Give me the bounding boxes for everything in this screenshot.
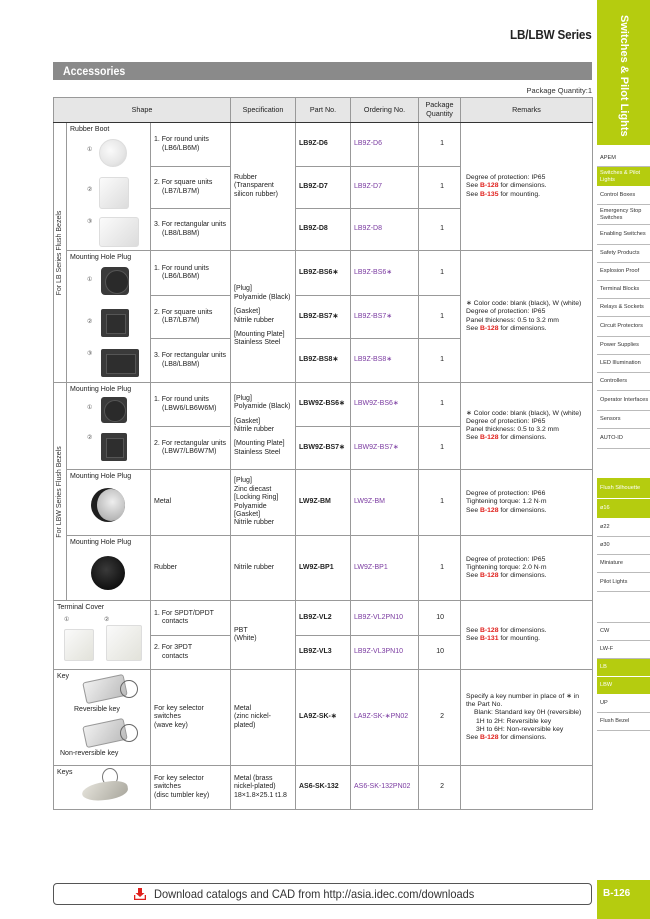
nav-item-lb[interactable]: LB — [597, 659, 650, 677]
remarks-cell: ∗ Color code: blank (black), W (white) Degree of protection: IP65 Panel thickness: 0.5 to 3.2 mm See B-128 for dimensions. — [461, 383, 593, 470]
key-image-cell — [54, 670, 151, 766]
ordering-no-link[interactable]: LB9Z-D7 — [351, 167, 419, 209]
spec-cell: Metal (brass nickel-plated) 18×1.8×25.1 t1.8 — [231, 766, 296, 810]
col-header-package-quantity: Package Quantity — [419, 98, 461, 123]
spec-cell: PBT (White) — [231, 601, 296, 670]
remarks-cell: Degree of protection: IP66 Tightening torque: 1.2 N·m See B-128 for dimensions. — [461, 470, 593, 536]
nav-item-phi30[interactable]: ø30 — [597, 537, 650, 555]
nav-item-lw-f[interactable]: LW-F — [597, 641, 650, 659]
ordering-no-link[interactable]: LB9Z-BS7∗ — [351, 296, 419, 339]
part-no: LW9Z-BP1 — [296, 536, 351, 601]
part-no: LB9Z-D7 — [296, 167, 351, 209]
nav-item-power-supplies[interactable]: Power Supplies — [597, 337, 650, 355]
section-header-bar — [53, 62, 592, 80]
rubber-boot-round-image — [99, 139, 127, 167]
shape-desc: 2. For 3PDT contacts — [151, 636, 231, 670]
shape-title: Mounting Hole Plug — [70, 473, 132, 480]
key-ring-icon — [120, 724, 138, 742]
package-qty: 1 — [419, 427, 461, 470]
series-title: LB/LBW Series — [510, 27, 592, 42]
table-row — [54, 536, 593, 601]
table-row — [54, 766, 593, 810]
category-tab[interactable] — [597, 0, 650, 145]
download-banner[interactable] — [53, 883, 592, 905]
part-no: LB9Z-D8 — [296, 209, 351, 251]
shape-title: Mounting Hole Plug — [70, 254, 132, 261]
nav-item-miniature[interactable]: Miniature — [597, 555, 650, 573]
page-number-tab — [597, 880, 650, 919]
nav-item-flush-bezel[interactable]: Flush Bezel — [597, 713, 650, 731]
keys-image-cell — [54, 766, 151, 810]
col-header-ordering-no: Ordering No. — [351, 98, 419, 123]
shape-desc: 1. For round units (LB6/LB6M) — [151, 251, 231, 296]
download-icon — [134, 888, 146, 900]
page-link-b128[interactable]: B-128 — [479, 434, 499, 442]
spec-cell: Nitrile rubber — [231, 536, 296, 601]
part-no: AS6-SK-132 — [296, 766, 351, 810]
ordering-no-link[interactable]: AS6-SK-132PN02 — [351, 766, 419, 810]
shape-title: Rubber Boot — [70, 126, 110, 133]
lb-plug-round-image — [101, 267, 129, 295]
package-qty: 1 — [419, 167, 461, 209]
package-qty: 1 — [419, 296, 461, 339]
package-qty: 1 — [419, 251, 461, 296]
table-row — [54, 251, 593, 296]
lb-plug-square-image — [101, 309, 129, 337]
category-title: Switches & Pilot Lights — [618, 15, 630, 137]
table-row — [54, 670, 593, 766]
table-row — [54, 601, 593, 636]
package-qty: 1 — [419, 123, 461, 167]
key-ring-icon — [120, 680, 138, 698]
shape-desc: 3. For rectangular units (LB8/LB8M) — [151, 339, 231, 383]
page-link-b128[interactable]: B-128 — [479, 182, 499, 190]
package-qty: 2 — [419, 670, 461, 766]
part-no: LA9Z-SK-∗ — [296, 670, 351, 766]
ordering-no-link[interactable]: LB9Z-BS6∗ — [351, 251, 419, 296]
part-no: LB9Z-BS7∗ — [296, 296, 351, 339]
lbw-plug-image-cell: Mounting Hole Plug ① ② — [67, 383, 151, 470]
nav-item-safety[interactable]: Safety Products — [597, 245, 650, 263]
page-link-b128[interactable]: B-128 — [479, 506, 499, 514]
group-label-lb: For LB Series Flush Bezels — [54, 123, 67, 383]
rubber-boot-square-image — [99, 177, 129, 209]
series-nav — [597, 622, 650, 731]
shape-title: Mounting Hole Plug — [70, 539, 132, 546]
shape-desc: 1. For SPDT/DPDT contacts — [151, 601, 231, 636]
table-row — [54, 470, 593, 536]
package-qty: 1 — [419, 383, 461, 427]
package-qty: 2 — [419, 766, 461, 810]
page-link-b128[interactable]: B-128 — [479, 324, 499, 332]
terminal-cover-image-cell: Terminal Cover ① ② — [54, 601, 151, 670]
remarks-cell: Specify a key number in place of ∗ in the Part No. Blank: Standard key 0H (reversible) 1H to 2H: Reversible key 3H to 6H: Non-reversible key See B-128 for dimensions. — [461, 670, 593, 766]
table-row — [54, 123, 593, 167]
shape-title: Terminal Cover — [57, 604, 105, 611]
page-link-b128[interactable]: B-128 — [479, 733, 499, 741]
part-no: LBW9Z-BS6∗ — [296, 383, 351, 427]
ordering-no-link[interactable]: LA9Z-SK-∗PN02 — [351, 670, 419, 766]
nav-item-terminal-blocks[interactable]: Terminal Blocks — [597, 281, 650, 299]
group-label-lbw: For LBW Series Flush Bezels — [54, 383, 67, 601]
rubber-boot-image-cell: Rubber Boot ① ② ③ — [67, 123, 151, 251]
nav-item-lbw[interactable]: LBW — [597, 677, 650, 695]
part-no: LB9Z-D6 — [296, 123, 351, 167]
ordering-no-link[interactable]: LW9Z-BP1 — [351, 536, 419, 601]
nav-item-circuit-protectors[interactable]: Circuit Protectors — [597, 317, 650, 337]
nav-item-phi22[interactable]: ø22 — [597, 519, 650, 537]
non-reversible-key-label: Non-reversible key — [60, 750, 119, 757]
spec-cell: Rubber (Transparent silicon rubber) — [231, 123, 296, 251]
shape-title: Keys — [57, 769, 73, 776]
nav-item-phi16[interactable]: ø16 — [597, 499, 650, 519]
disc-keys-image — [81, 779, 129, 803]
shape-desc: For key selector switches (disc tumbler key) — [151, 766, 231, 810]
nav-item-relays[interactable]: Relays & Sockets — [597, 299, 650, 317]
nav-item-switches[interactable]: Switches & Pilot Lights — [597, 167, 650, 187]
terminal-cover-1-image — [64, 629, 94, 661]
remarks-cell — [461, 766, 593, 810]
ordering-no-link[interactable]: LB9Z-BS8∗ — [351, 339, 419, 383]
page-link-b135[interactable]: B-135 — [479, 190, 499, 198]
shape-desc: For key selector switches (wave key) — [151, 670, 231, 766]
ordering-no-link[interactable]: LBW9Z-BS6∗ — [351, 383, 419, 427]
spec-cell: [Plug] Polyamide (Black) [Gasket] Nitrile rubber [Mounting Plate] Stainless Steel — [231, 383, 296, 470]
col-header-shape: Shape — [54, 98, 231, 123]
nav-item-led-illumination[interactable]: LED Illumination — [597, 355, 650, 373]
reversible-key-label: Reversible key — [74, 706, 120, 713]
remarks-cell: Degree of protection: IP65 Tightening torque: 2.0 N·m See B-128 for dimensions. — [461, 536, 593, 601]
nav-item-controllers[interactable]: Controllers — [597, 373, 650, 391]
shape-title: Mounting Hole Plug — [70, 386, 132, 393]
package-qty: 1 — [419, 339, 461, 383]
part-no: LB9Z-BS8∗ — [296, 339, 351, 383]
lb-plug-rect-image — [101, 349, 139, 377]
metal-plug-image — [91, 488, 125, 522]
shape-title: Key — [57, 673, 70, 680]
nav-item-apem[interactable]: APEM — [597, 150, 650, 167]
shape-desc: 2. For square units (LB7/LB7M) — [151, 167, 231, 209]
shape-desc: 1. For round units (LBW6/LB6W6M) — [151, 383, 231, 427]
nav-item-auto-id[interactable]: AUTO-ID — [597, 429, 650, 449]
part-no: LW9Z-BM — [296, 470, 351, 536]
accessories-table — [53, 97, 593, 810]
nav-item-explosion-proof[interactable]: Explosion Proof — [597, 263, 650, 281]
rubber-plug-image — [91, 556, 125, 590]
spec-cell: [Plug] Polyamide (Black) [Gasket] Nitrile rubber [Mounting Plate] Stainless Steel — [231, 251, 296, 383]
page-link-b128[interactable]: B-128 — [479, 572, 499, 580]
rubber-plug-image-cell — [67, 536, 151, 601]
part-no: LB9Z-VL2 — [296, 601, 351, 636]
nav-item-up[interactable]: UP — [597, 695, 650, 713]
part-no: LB9Z-VL3 — [296, 636, 351, 670]
lbw-plug-square-image — [101, 433, 127, 461]
category-nav — [597, 150, 650, 449]
package-quantity-note: Package Quantity:1 — [526, 86, 592, 95]
col-header-specification: Specification — [231, 98, 296, 123]
col-header-remarks: Remarks — [461, 98, 593, 123]
ordering-no-link[interactable]: LB9Z-D6 — [351, 123, 419, 167]
remarks-cell: See B-128 for dimensions. See B-131 for mounting. — [461, 601, 593, 670]
package-qty: 1 — [419, 470, 461, 536]
shape-desc: 2. For rectangular units (LBW7/LB6W7M) — [151, 427, 231, 470]
page-link-b128[interactable]: B-128 — [479, 626, 499, 634]
shape-desc: 1. For round units (LB6/LB6M) — [151, 123, 231, 167]
nav-item-emergency-stop[interactable]: Emergency Stop Switches — [597, 205, 650, 225]
nav-item-control-boxes[interactable]: Control Boxes — [597, 187, 650, 205]
ordering-no-link[interactable]: LB9Z-VL2PN10 — [351, 601, 419, 636]
part-no: LBW9Z-BS7∗ — [296, 427, 351, 470]
shape-desc: Metal — [151, 470, 231, 536]
shape-desc: 2. For square units (LB7/LB7M) — [151, 296, 231, 339]
ordering-no-link[interactable]: LW9Z-BM — [351, 470, 419, 536]
shape-desc: Rubber — [151, 536, 231, 601]
terminal-cover-2-image — [106, 625, 142, 661]
package-qty: 1 — [419, 209, 461, 251]
table-header-row — [54, 98, 593, 123]
remarks-cell: Degree of protection: IP65 See B-128 for dimensions. See B-135 for mounting. — [461, 123, 593, 251]
rubber-boot-rect-image — [99, 217, 139, 247]
remarks-cell: ∗ Color code: blank (black), W (white) Degree of protection: IP65 Panel thickness: 0.5 to 3.2 mm See B-128 for dimensions. — [461, 251, 593, 383]
nav-item-enabling[interactable]: Enabling Switches — [597, 225, 650, 245]
table-row — [54, 383, 593, 427]
ordering-no-link[interactable]: LB9Z-D8 — [351, 209, 419, 251]
download-text: Download catalogs and CAD from http://asia.idec.com/downloads — [154, 887, 475, 901]
page-number: B-126 — [603, 888, 631, 899]
package-qty: 10 — [419, 636, 461, 670]
page-link-b131[interactable]: B-131 — [479, 635, 499, 642]
lb-plug-image-cell: Mounting Hole Plug ① ② ③ — [67, 251, 151, 383]
section-title: Accessories — [63, 64, 126, 78]
spec-cell: [Plug] Zinc diecast [Locking Ring] Polyamide [Gasket] Nitrile rubber — [231, 470, 296, 536]
nav-item-flush-silhouette[interactable]: Flush Silhouette — [597, 478, 650, 499]
ordering-no-link[interactable]: LB9Z-VL3PN10 — [351, 636, 419, 670]
part-no: LB9Z-BS6∗ — [296, 251, 351, 296]
spec-cell: Metal (zinc nickel-plated) — [231, 670, 296, 766]
shape-desc: 3. For rectangular units (LB8/LB8M) — [151, 209, 231, 251]
nav-item-operator-interfaces[interactable]: Operator Interfaces — [597, 391, 650, 411]
type-nav — [597, 478, 650, 592]
nav-item-sensors[interactable]: Sensors — [597, 411, 650, 429]
package-qty: 1 — [419, 536, 461, 601]
package-qty: 10 — [419, 601, 461, 636]
metal-plug-image-cell — [67, 470, 151, 536]
col-header-part-no: Part No. — [296, 98, 351, 123]
nav-item-cw[interactable]: CW — [597, 623, 650, 641]
nav-item-pilot-lights[interactable]: Pilot Lights — [597, 573, 650, 592]
lbw-plug-round-image — [101, 397, 127, 423]
ordering-no-link[interactable]: LBW9Z-BS7∗ — [351, 427, 419, 470]
